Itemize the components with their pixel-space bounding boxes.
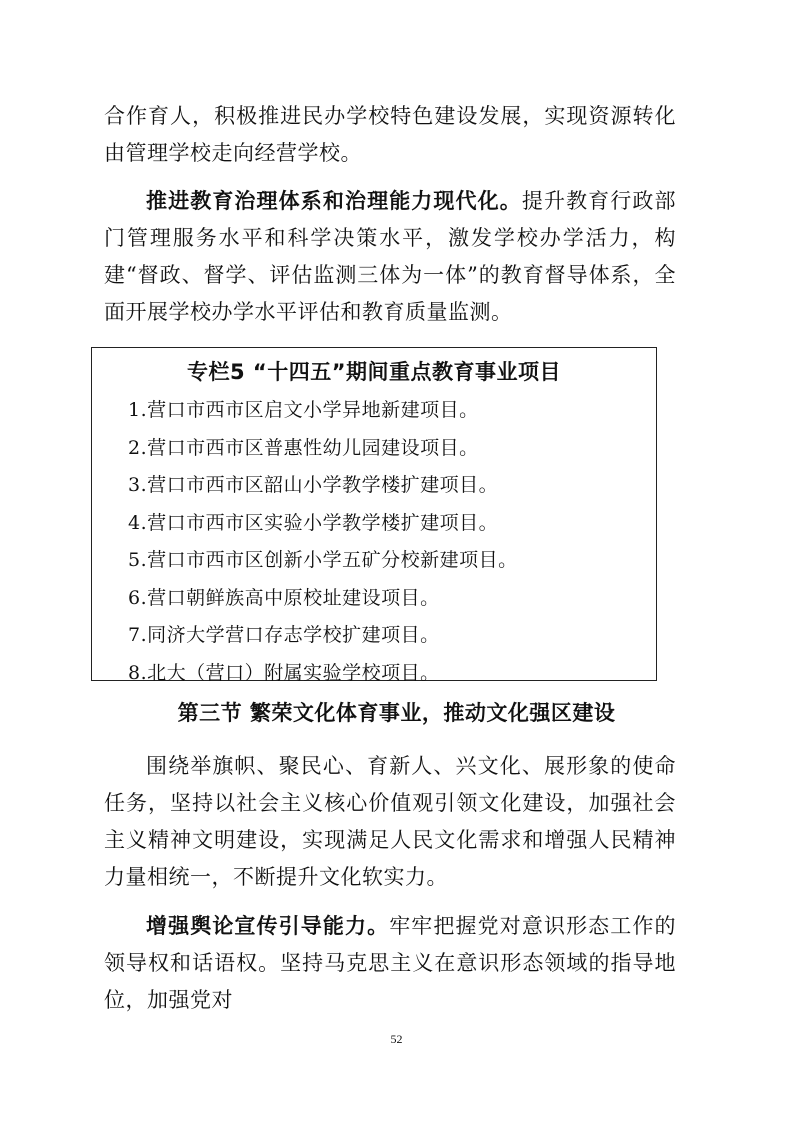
paragraph-2 <box>104 183 676 331</box>
project-item: 5.营口市西市区创新小学五矿分校新建项目。 <box>128 549 518 571</box>
project-item: 8.北大（营口）附属实验学校项目。 <box>128 661 440 684</box>
paragraph-1 <box>104 98 676 172</box>
project-item: 2.营口市西市区普惠性幼儿园建设项目。 <box>128 436 479 459</box>
section-paragraph-2 <box>104 908 676 1019</box>
project-item: 3.营口市西市区韶山小学教学楼扩建项目。 <box>128 474 499 496</box>
project-column-box <box>91 347 657 684</box>
project-item: 1.营口市西市区启文小学异地新建项目。 <box>128 399 479 421</box>
paragraph-2-lead: 推进教育治理体系和治理能力现代化。 <box>146 189 522 213</box>
project-item: 7.同济大学营口存志学校扩建项目。 <box>128 624 440 646</box>
section-paragraph-1-text: 围绕举旗帜、聚民心、育新人、兴文化、展形象的使命任务，坚持以社会主义核心价值观引领文化建设，加强社会主义精神文明建设，实现满足人民文化需求和增强人民精神力量相统一，不断提升文化软实力。 <box>104 754 676 889</box>
project-item: 4.营口市西市区实验小学教学楼扩建项目。 <box>128 511 499 534</box>
project-item: 6.营口朝鲜族高中原校址建设项目。 <box>128 586 440 609</box>
section-paragraph-1 <box>104 748 676 896</box>
section-paragraph-2-lead: 增强舆论宣传引导能力。 <box>146 914 390 938</box>
page-number: 52 <box>390 1032 403 1046</box>
section-heading: 第三节 繁荣文化体育事业，推动文化强区建设 <box>177 701 616 725</box>
project-list <box>128 392 518 692</box>
paragraph-2-text: 提升教育行政部门管理服务水平和科学决策水平，激发学校办学活力，构建“督政、督学、评估监测三体为一体”的教育督导体系，全面开展学校办学水平评估和教育质量监测。 <box>104 189 677 324</box>
paragraph-1-text: 合作育人，积极推进民办学校特色建设发展，实现资源转化由管理学校走向经营学校。 <box>104 104 676 165</box>
section-paragraph-2-text: 牢牢把握党对意识形态工作的领导权和话语权。坚持马克思主义在意识形态领域的指导地位，加强党对 <box>104 914 677 1012</box>
project-box-title: 专栏5 “十四五”期间重点教育事业项目 <box>186 360 562 384</box>
